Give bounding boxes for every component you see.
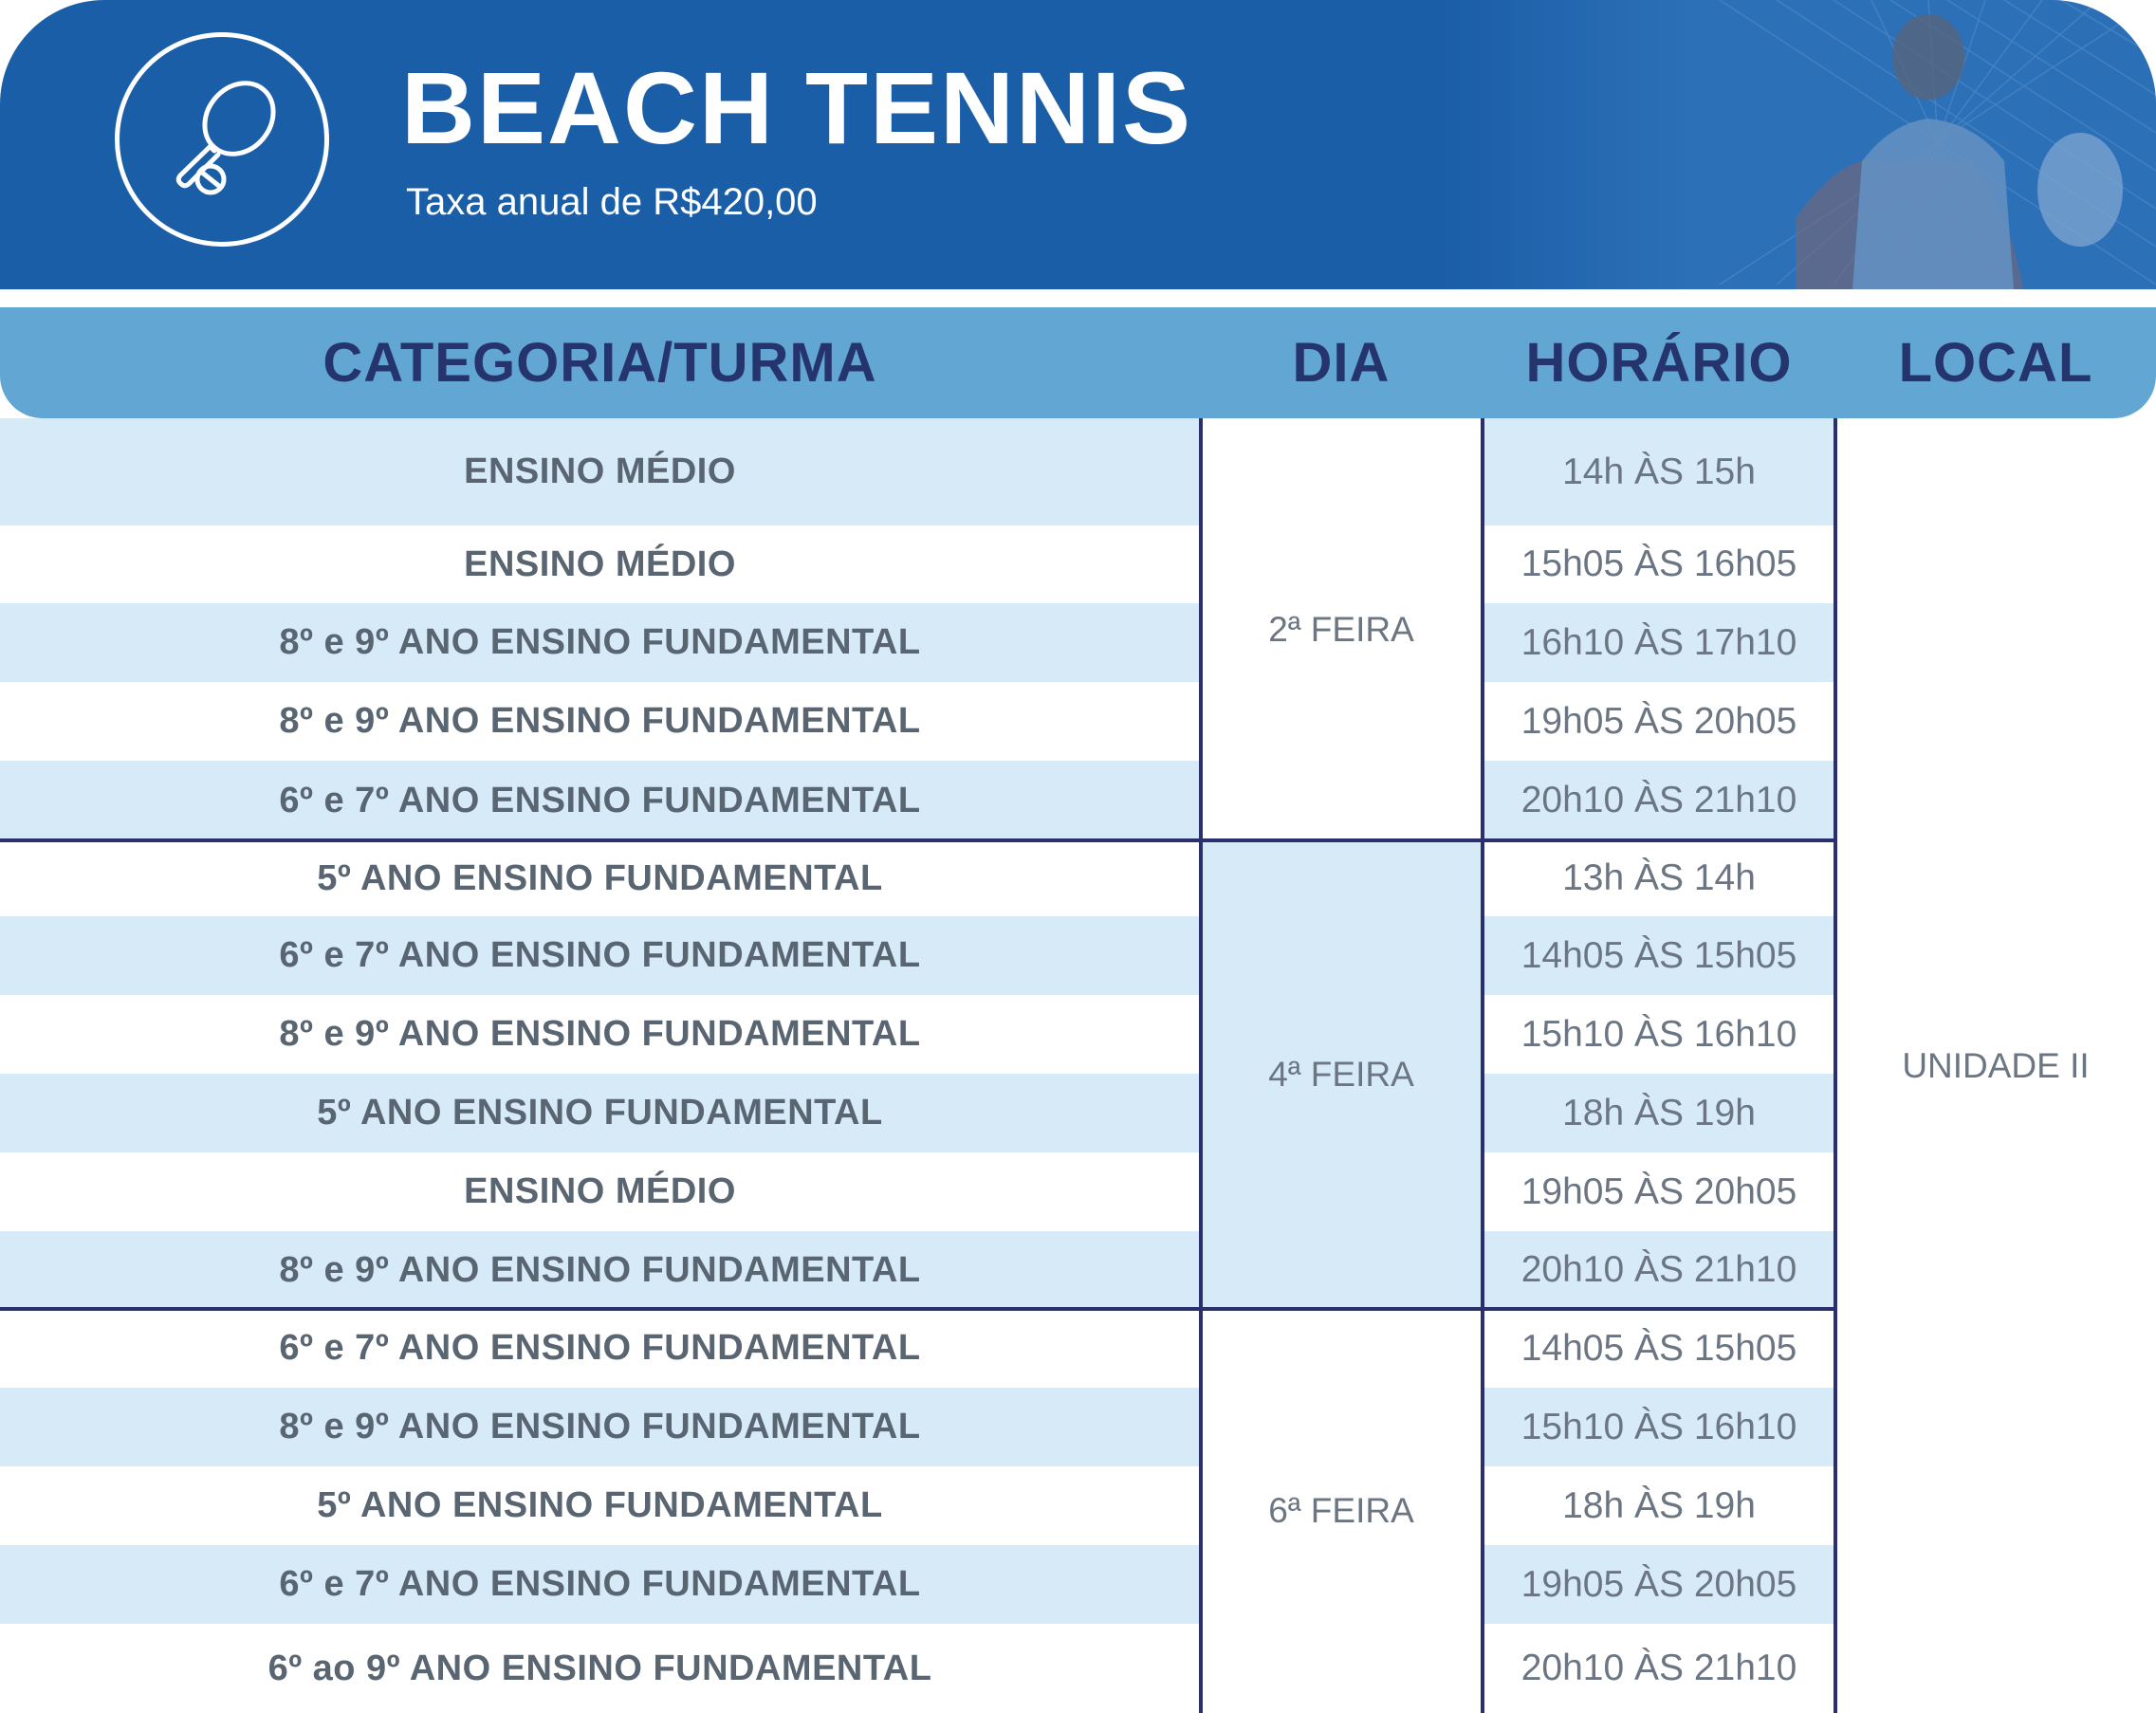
location-cell: UNIDADE II [1902, 1045, 2090, 1085]
time-cell: 20h10 ÀS 21h10 [1483, 1231, 1835, 1309]
header-banner [0, 0, 2156, 289]
table-header [0, 307, 2156, 418]
time-cell: 13h ÀS 14h [1562, 857, 1756, 898]
header-day: DIA [1292, 332, 1391, 394]
category-cell: ENSINO MÉDIO [464, 543, 736, 584]
category-cell: 5º ANO ENSINO FUNDAMENTAL [317, 857, 883, 898]
page-title: BEACH TENNIS [401, 50, 1193, 165]
day-cell-wednesday: 4ª FEIRA [1200, 840, 1483, 1309]
header-location: LOCAL [1898, 332, 2093, 394]
category-cell: 5º ANO ENSINO FUNDAMENTAL [0, 1074, 1200, 1152]
category-cell: ENSINO MÉDIO [464, 1171, 736, 1211]
time-cell: 20h10 ÀS 21h10 [1520, 1648, 1797, 1688]
column-divider [1481, 418, 1484, 1713]
time-cell: 20h10 ÀS 21h10 [1483, 761, 1835, 840]
header-category: CATEGORIA/TURMA [322, 332, 877, 394]
category-cell: 5º ANO ENSINO FUNDAMENTAL [317, 1485, 883, 1525]
category-cell: 8º e 9º ANO ENSINO FUNDAMENTAL [0, 603, 1200, 682]
time-cell: 14h ÀS 15h [1483, 418, 1835, 525]
category-cell: 6º e 7º ANO ENSINO FUNDAMENTAL [0, 1545, 1200, 1624]
time-cell: 18h ÀS 19h [1483, 1074, 1835, 1152]
time-cell: 18h ÀS 19h [1562, 1484, 1756, 1526]
header-time: HORÁRIO [1525, 332, 1793, 394]
tennis-racket-icon [156, 73, 288, 206]
time-cell: 19h05 ÀS 20h05 [1483, 1545, 1835, 1624]
time-cell: 15h10 ÀS 16h10 [1483, 1388, 1835, 1466]
time-cell: 19h05 ÀS 20h05 [1520, 1170, 1797, 1212]
category-cell: 8º e 9º ANO ENSINO FUNDAMENTAL [0, 1231, 1200, 1309]
category-cell: 8º e 9º ANO ENSINO FUNDAMENTAL [279, 1014, 921, 1054]
day-group-divider [0, 1307, 1835, 1311]
column-divider [1199, 418, 1203, 1713]
day-cell-friday: 6ª FEIRA [1268, 1491, 1414, 1530]
time-cell: 15h10 ÀS 16h10 [1520, 1013, 1797, 1055]
annual-fee: Taxa anual de R$420,00 [406, 181, 818, 223]
column-divider [1834, 418, 1837, 1713]
time-cell: 14h05 ÀS 15h05 [1520, 1327, 1797, 1369]
day-group-divider [0, 838, 1835, 842]
player-photo [1435, 0, 2156, 289]
time-cell: 16h10 ÀS 17h10 [1483, 603, 1835, 682]
category-cell: 6º e 7º ANO ENSINO FUNDAMENTAL [0, 761, 1200, 840]
category-cell: 6º e 7º ANO ENSINO FUNDAMENTAL [0, 916, 1200, 995]
category-cell: 8º e 9º ANO ENSINO FUNDAMENTAL [279, 701, 921, 741]
category-cell: 8º e 9º ANO ENSINO FUNDAMENTAL [0, 1388, 1200, 1466]
time-cell: 15h05 ÀS 16h05 [1520, 543, 1797, 584]
time-cell: 14h05 ÀS 15h05 [1483, 916, 1835, 995]
category-cell: 6º ao 9º ANO ENSINO FUNDAMENTAL [267, 1648, 932, 1688]
day-cell-monday: 2ª FEIRA [1268, 609, 1414, 649]
logo-badge [115, 32, 329, 247]
time-cell: 19h05 ÀS 20h05 [1520, 700, 1797, 742]
category-cell: ENSINO MÉDIO [0, 418, 1200, 525]
schedule-table [0, 418, 2156, 1713]
category-cell: 6º e 7º ANO ENSINO FUNDAMENTAL [279, 1328, 921, 1368]
